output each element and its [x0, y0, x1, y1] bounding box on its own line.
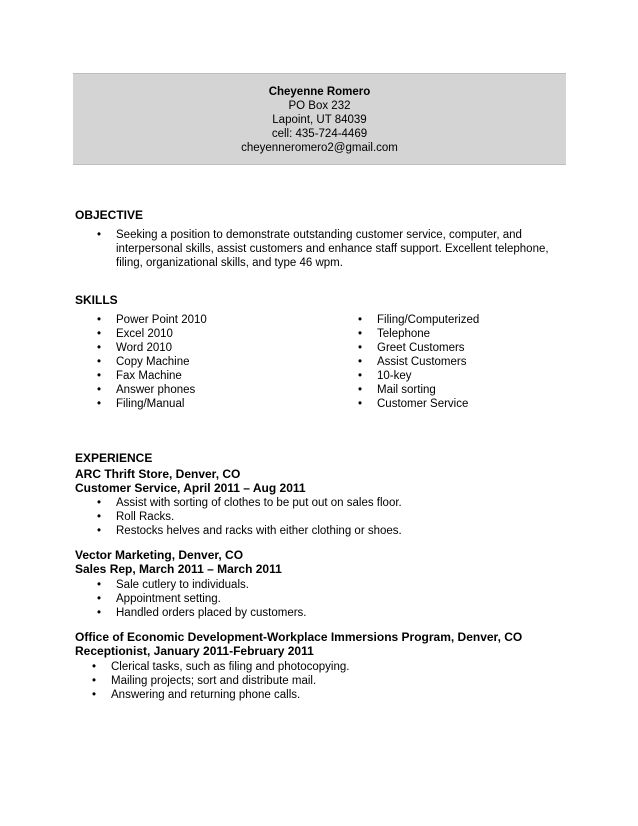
skills-list-left: [97, 313, 337, 411]
job-role: Customer Service, April 2011 – Aug 2011: [75, 481, 306, 495]
skill-item: • Power Point 2010: [97, 313, 337, 327]
phone-number: cell: 435-724-4469: [271, 128, 368, 140]
address-line-1: PO Box 232: [288, 100, 351, 112]
skill-item: • Filing/Computerized: [358, 313, 558, 327]
job-duties: [97, 578, 557, 620]
skill-item: • Word 2010: [97, 341, 337, 355]
job-duties: [92, 660, 557, 702]
duty-item: • Assist with sorting of clothes to be put out on sales floor.: [97, 496, 557, 510]
skill-item: • Filing/Manual: [97, 397, 337, 411]
objective-list: [97, 228, 557, 270]
job-role: Sales Rep, March 2011 – March 2011: [75, 562, 282, 576]
skill-item: • Copy Machine: [97, 355, 337, 369]
applicant-name: Cheyenne Romero: [268, 86, 371, 98]
skill-item: • Greet Customers: [358, 341, 558, 355]
duty-item: • Restocks helves and racks with either clothing or shoes.: [97, 524, 557, 538]
duty-item: • Handled orders placed by customers.: [97, 606, 557, 620]
duty-item: • Clerical tasks, such as filing and photocopying.: [92, 660, 557, 674]
job-employer: Vector Marketing, Denver, CO: [75, 548, 244, 562]
skill-item: • Assist Customers: [358, 355, 558, 369]
skill-item: • Customer Service: [358, 397, 558, 411]
skills-list-right: [358, 313, 558, 411]
skill-item: • 10-key: [358, 369, 558, 383]
skill-item: • Excel 2010: [97, 327, 337, 341]
duty-item: • Mailing projects; sort and distribute mail.: [92, 674, 557, 688]
skill-item: • Telephone: [358, 327, 558, 341]
job-duties: [97, 496, 557, 538]
objective-item: • Seeking a position to demonstrate outstanding customer service, computer, and interpersonal skills, assist customers and enhance staff support. Excellent telephone, filing, organizational skills, and type 46 wpm.: [97, 228, 557, 270]
skills-heading: SKILLS: [75, 293, 118, 307]
objective-heading: OBJECTIVE: [75, 208, 144, 222]
contact-header: [73, 73, 566, 165]
duty-item: • Appointment setting.: [97, 592, 557, 606]
duty-item: • Roll Racks.: [97, 510, 557, 524]
address-line-2: Lapoint, UT 84039: [272, 114, 367, 126]
email-address: cheyenneromero2@gmail.com: [241, 142, 398, 154]
skill-item: • Mail sorting: [358, 383, 558, 397]
duty-item: • Sale cutlery to individuals.: [97, 578, 557, 592]
job-role: Receptionist, January 2011-February 2011: [75, 644, 314, 658]
duty-item: • Answering and returning phone calls.: [92, 688, 557, 702]
experience-heading: EXPERIENCE: [75, 451, 153, 465]
job-employer: ARC Thrift Store, Denver, CO: [75, 467, 241, 481]
skill-item: • Answer phones: [97, 383, 337, 397]
job-employer: Office of Economic Development-Workplace Immersions Program, Denver, CO: [75, 630, 523, 644]
skill-item: • Fax Machine: [97, 369, 337, 383]
